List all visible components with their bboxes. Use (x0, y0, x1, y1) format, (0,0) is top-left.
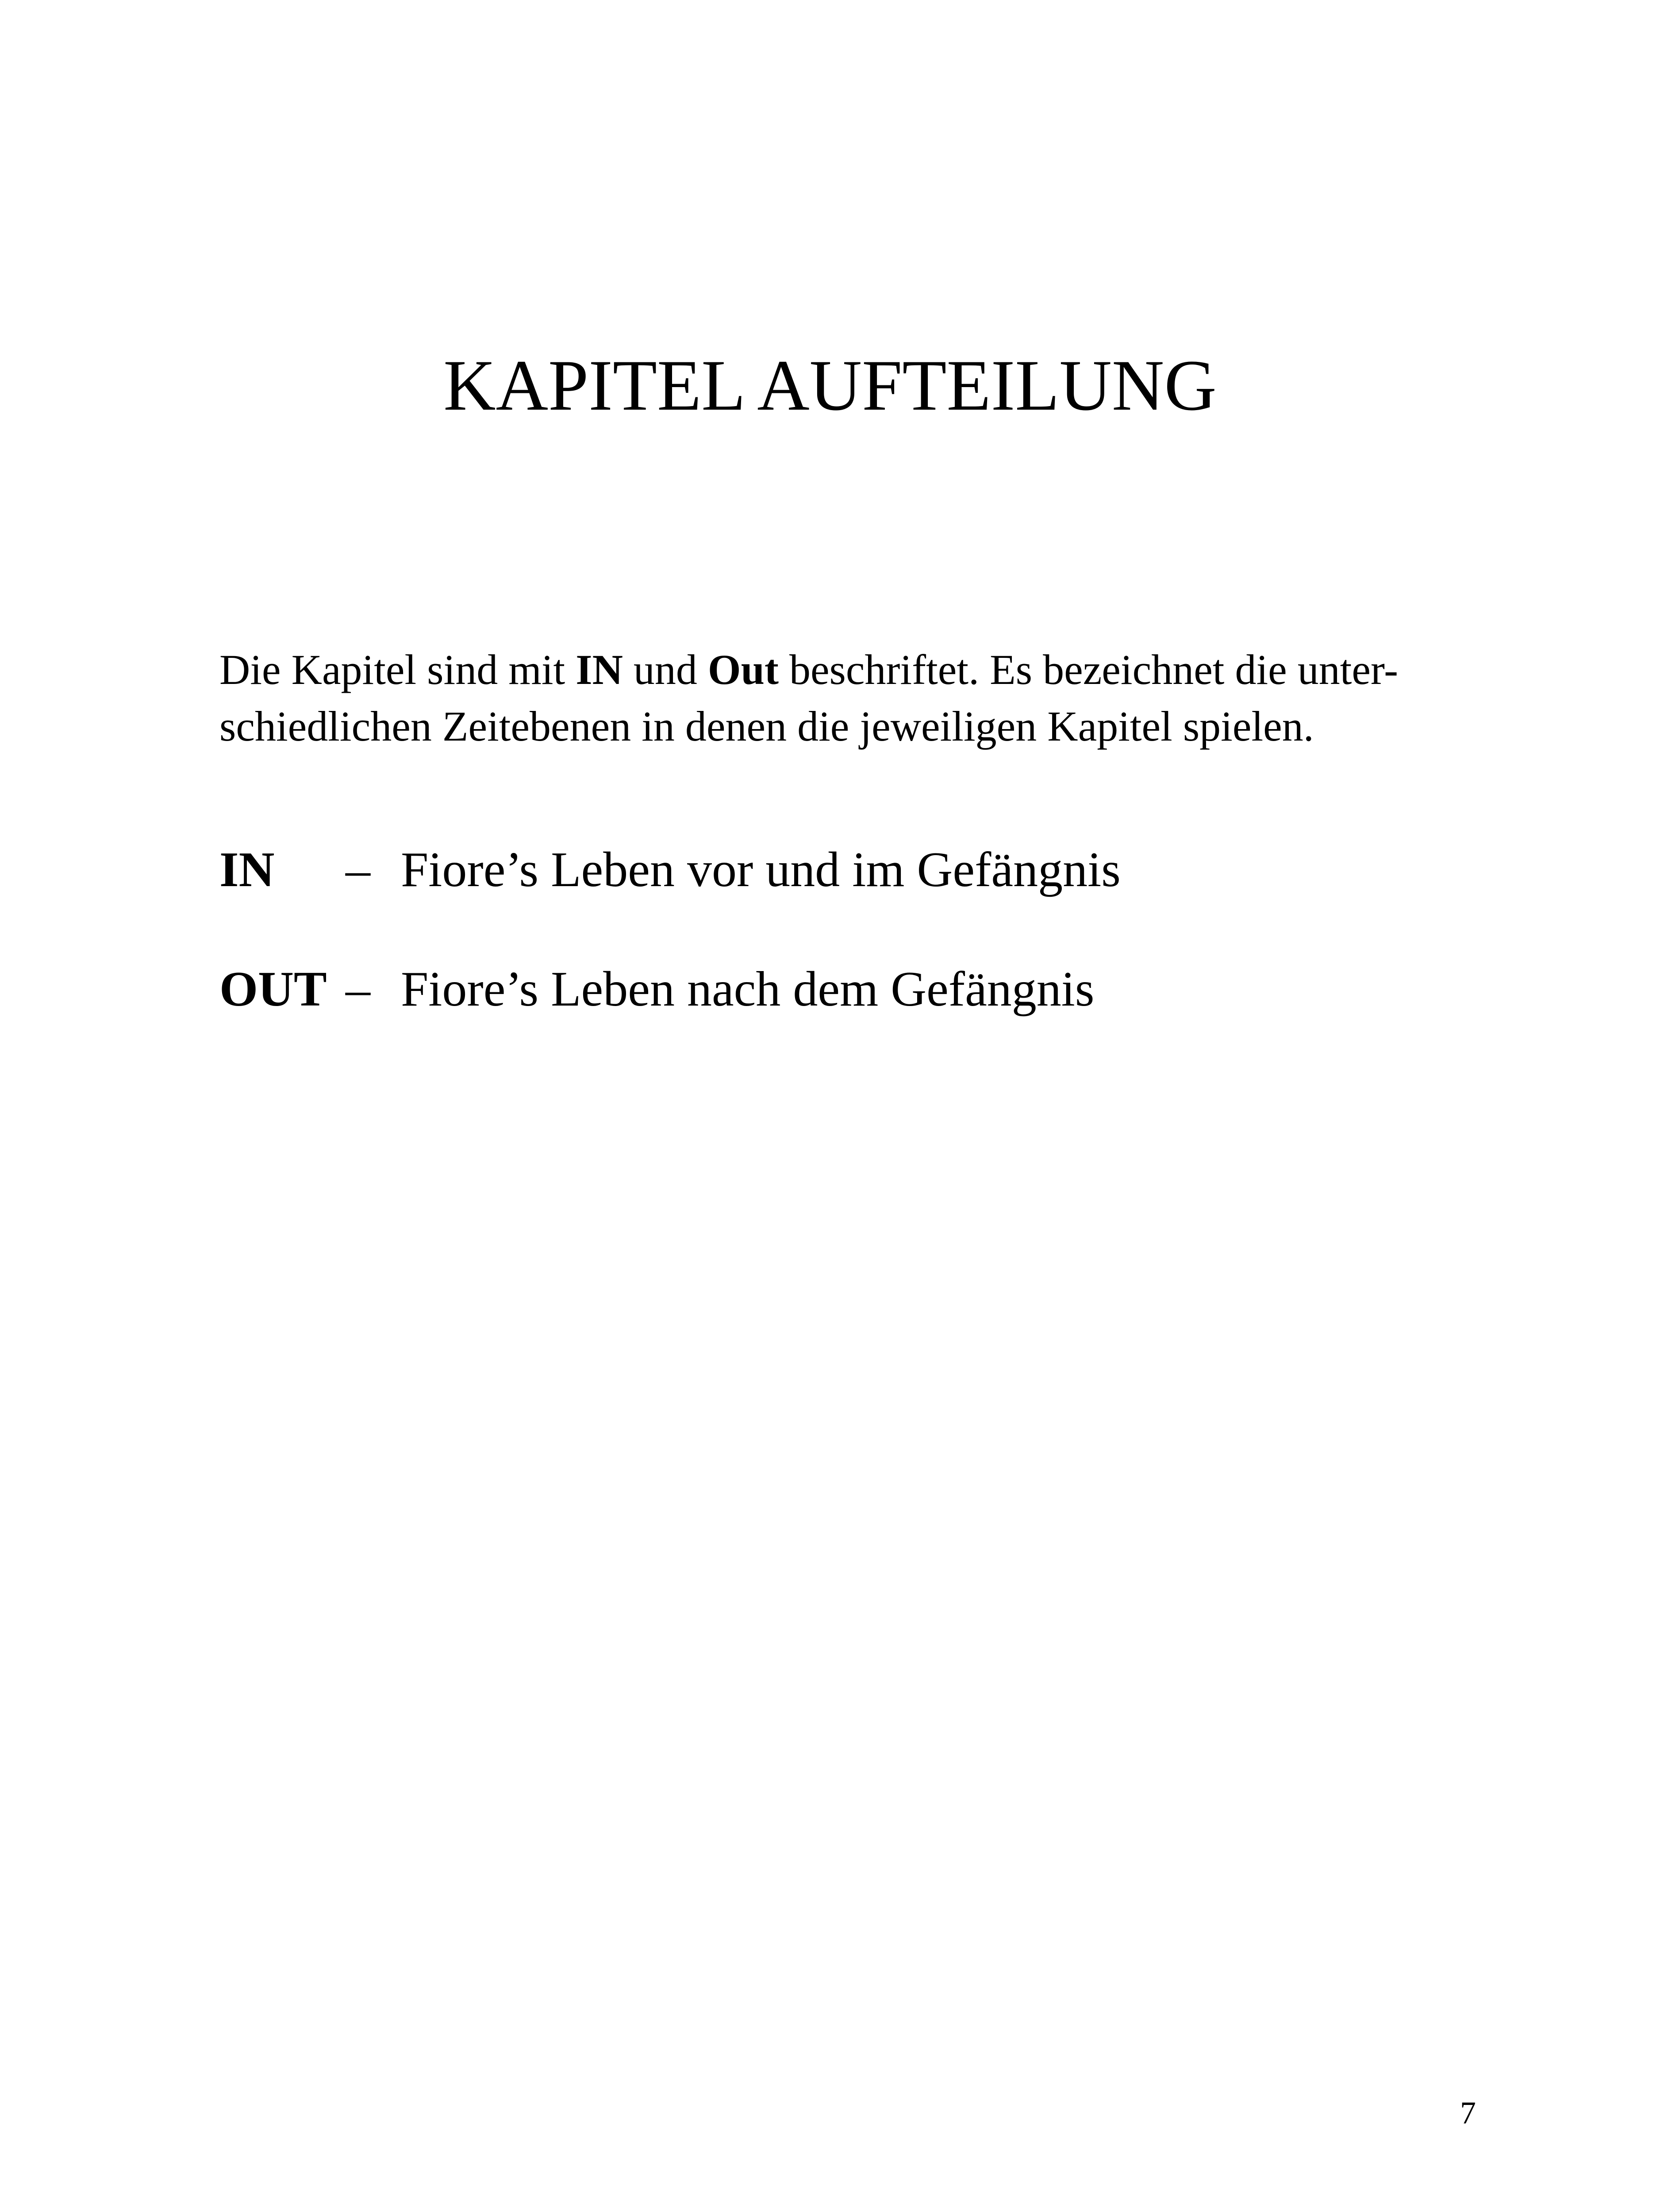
page-title: KAPITEL AUFTEILUNG (443, 346, 1217, 426)
legend-dash: – (346, 842, 370, 897)
intro-text: und (622, 646, 708, 693)
intro-line-1 (219, 641, 1458, 698)
intro-paragraph (219, 641, 1458, 755)
intro-bold-out: Out (707, 646, 779, 693)
intro-text: Die Kapitel sind mit (219, 646, 576, 693)
legend-code: OUT (219, 962, 327, 1017)
intro-line-2: schiedlichen Zeitebenen in denen die jeweiligen Kapitel spielen. (219, 703, 1314, 750)
legend-code: IN (219, 842, 275, 897)
legend-description: Fiore’s Leben vor und im Gefängnis (401, 842, 1121, 897)
intro-text: beschriftet. Es bezeichnet die unter- (778, 646, 1399, 693)
intro-bold-in: IN (576, 646, 623, 693)
legend-description: Fiore’s Leben nach dem Gefängnis (401, 962, 1095, 1017)
page-number: 7 (1460, 2095, 1476, 2131)
legend-dash: – (346, 962, 370, 1017)
